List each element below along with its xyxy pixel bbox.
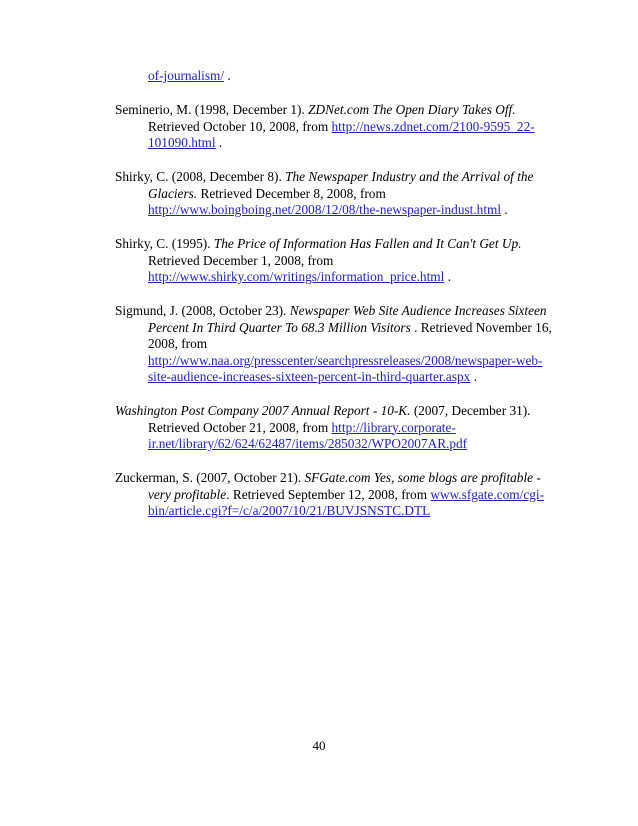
reference-title: Newspaper Web Site Audience Increases Sixteen Percent In Third Quarter To 68.3 Million Visitors [148,303,547,335]
reference-list [115,68,565,537]
reference-link[interactable]: http://library.corporate-ir.net/library/62/624/62487/items/285032/WPO2007AR.pdf [148,419,468,451]
reference-link[interactable]: http://www.shirky.com/writings/information_price.html [148,269,445,284]
reference-washington-post: Washington Post Company 2007 Annual Report - 10-K. (2007, December 31). Retrieved October 21, 2008, from http://library.corporate-ir.net/library/62/624/62487/items/285032/WPO2007AR.pdf [115,403,531,451]
reference-zuckerman: Zuckerman, S. (2007, October 21). SFGate.com Yes, some blogs are profitable - very profitable. Retrieved September 12, 2008, from www.sfgate.com/cgi-bin/article.cgi?f=/c/a/2007/10/21/BUVJSNSTC.DTL [115,470,544,518]
reference-link[interactable]: http://news.zdnet.com/2100-9595_22-101090.html [148,118,535,150]
reference-title: The Newspaper Industry and the Arrival of the Glaciers. [148,169,534,201]
reference-continuation: of-journalism/ . [148,68,231,83]
reference-shirky-2008: Shirky, C. (2008, December 8). The Newspaper Industry and the Arrival of the Glaciers. Retrieved December 8, 2008, from http://www.boingboing.net/2008/12/08/the-newspaper-indust.html . [115,169,534,217]
reference-link[interactable]: http://www.naa.org/presscenter/searchpressreleases/2008/newspaper-web-site-audience-increases-sixteen-percent-in-third-quarter.aspx [148,352,543,384]
reference-link[interactable]: http://www.boingboing.net/2008/12/08/the-newspaper-indust.html [148,202,502,217]
reference-link[interactable]: www.sfgate.com/cgi-bin/article.cgi?f=/c/a/2007/10/21/BUVJSNSTC.DTL [148,486,544,518]
reference-link[interactable]: of-journalism/ [148,68,225,83]
reference-title: The Price of Information Has Fallen and It Can't Get Up. [213,236,522,251]
reference-sigmund: Sigmund, J. (2008, October 23). Newspaper Web Site Audience Increases Sixteen Percent In Third Quarter To 68.3 Million Visitors . Retrieved November 16, 2008, from http://www.naa.org/presscenter/searchpressreleases/2008/newspaper-web-site-audience-increases-sixteen-percent-in-third-quarter.aspx . [115,303,552,384]
reference-shirky-1995: Shirky, C. (1995). The Price of Information Has Fallen and It Can't Get Up. Retrieved December 1, 2008, from http://www.shirky.com/writings/information_price.html . [115,236,522,284]
page-number: 40 [312,738,326,753]
reference-seminerio: Seminerio, M. (1998, December 1). ZDNet.com The Open Diary Takes Off. Retrieved October 10, 2008, from http://news.zdnet.com/2100-9595_22-101090.html . [115,102,535,150]
reference-title: SFGate.com Yes, some blogs are profitable - very profitable [148,470,541,502]
reference-title: ZDNet.com The Open Diary Takes Off. [308,102,516,117]
reference-title: Washington Post Company 2007 Annual Report - 10-K. [115,403,411,418]
